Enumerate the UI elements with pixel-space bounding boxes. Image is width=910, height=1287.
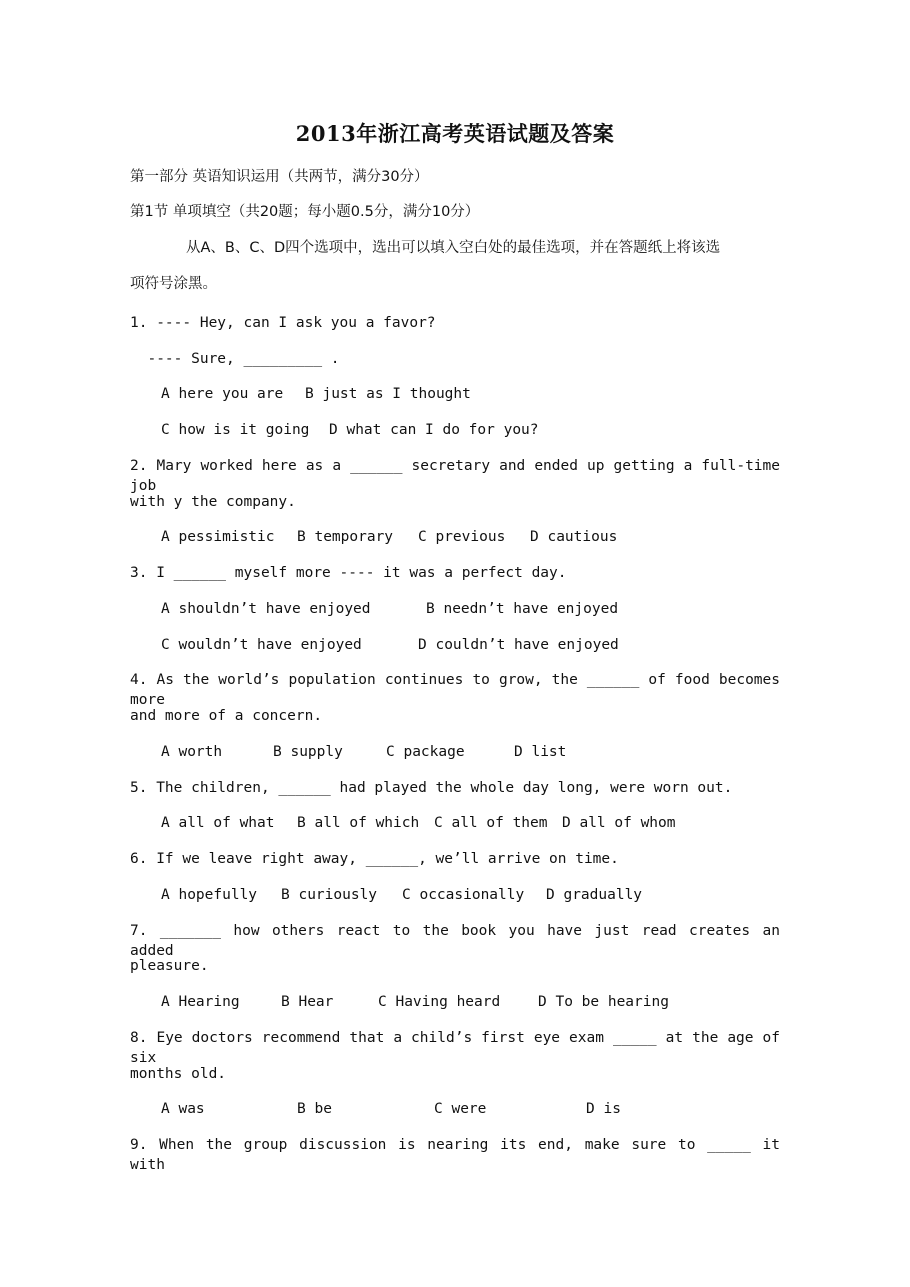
question-3-option-a: A shouldn’t have enjoyed <box>161 601 371 617</box>
section-heading: 第1节 单项填空（共20题；每小题0.5分，满分10分） <box>130 204 480 220</box>
question-8-option-c: C were <box>434 1101 487 1117</box>
question-3-option-b: B needn’t have enjoyed <box>426 601 619 617</box>
question-3-option-d: D couldn’t have enjoyed <box>418 637 619 653</box>
question-2-option-a: A pessimistic <box>161 529 275 545</box>
question-2-option-b: B temporary <box>297 529 394 545</box>
part-heading: 第一部分 英语知识运用（共两节，满分30分） <box>130 169 429 185</box>
question-2-stem: 2. Mary worked here as a ______ secretary and ended up getting a full-time job <box>130 458 780 494</box>
question-7-option-d: D To be hearing <box>538 994 669 1010</box>
question-5-stem: 5. The children, ______ had played the whole day long, were worn out. <box>130 780 733 796</box>
question-5-option-b: B all of which <box>297 815 420 831</box>
question-5-option-c: C all of them <box>434 815 548 831</box>
question-7-option-c: C Having heard <box>378 994 501 1010</box>
question-1-stem-reply: ---- Sure, _________ . <box>130 351 340 367</box>
question-4-option-b: B supply <box>273 744 343 760</box>
question-2-option-d: D cautious <box>530 529 618 545</box>
question-7-stem: 7. _______ how others react to the book you have just read creates an added <box>130 923 780 959</box>
question-8-option-a: A was <box>161 1101 205 1117</box>
question-7-option-b: B Hear <box>281 994 334 1010</box>
question-8-stem: 8. Eye doctors recommend that a child’s first eye exam _____ at the age of six <box>130 1030 780 1066</box>
question-8-stem-cont: months old. <box>130 1066 227 1082</box>
question-5-option-a: A all of what <box>161 815 275 831</box>
question-8-option-d: D is <box>586 1101 621 1117</box>
question-4-stem: 4. As the world’s population continues to grow, the ______ of food becomes more <box>130 672 780 708</box>
question-9-stem: 9. When the group discussion is nearing its end, make sure to _____ it with <box>130 1137 780 1173</box>
question-4-option-a: A worth <box>161 744 223 760</box>
question-1-option-a: A here you are <box>161 386 284 402</box>
instruction-line-2: 项符号涂黑。 <box>130 276 217 292</box>
question-4-option-c: C package <box>386 744 465 760</box>
question-6-stem: 6. If we leave right away, ______, we’ll arrive on time. <box>130 851 619 867</box>
question-1-stem: 1. ---- Hey, can I ask you a favor? <box>130 315 436 331</box>
question-1-option-c: C how is it going <box>161 422 310 438</box>
question-2-option-c: C previous <box>418 529 506 545</box>
question-8-option-b: B be <box>297 1101 332 1117</box>
question-5-option-d: D all of whom <box>562 815 676 831</box>
question-6-option-b: B curiously <box>281 887 378 903</box>
question-6-option-d: D gradually <box>546 887 643 903</box>
page-title: 2013年浙江高考英语试题及答案 <box>295 121 615 146</box>
question-1-option-d: D what can I do for you? <box>329 422 539 438</box>
instruction-line-1: 从A、B、C、D四个选项中，选出可以填入空白处的最佳选项，并在答题纸上将该选 <box>186 240 721 256</box>
question-7-option-a: A Hearing <box>161 994 240 1010</box>
question-1-option-b: B just as I thought <box>305 386 471 402</box>
question-4-stem-cont: and more of a concern. <box>130 708 323 724</box>
question-2-stem-cont: with y the company. <box>130 494 296 510</box>
question-7-stem-cont: pleasure. <box>130 958 209 974</box>
question-3-stem: 3. I ______ myself more ---- it was a perfect day. <box>130 565 567 581</box>
question-6-option-a: A hopefully <box>161 887 258 903</box>
question-6-option-c: C occasionally <box>402 887 525 903</box>
question-4-option-d: D list <box>514 744 567 760</box>
question-3-option-c: C wouldn’t have enjoyed <box>161 637 362 653</box>
